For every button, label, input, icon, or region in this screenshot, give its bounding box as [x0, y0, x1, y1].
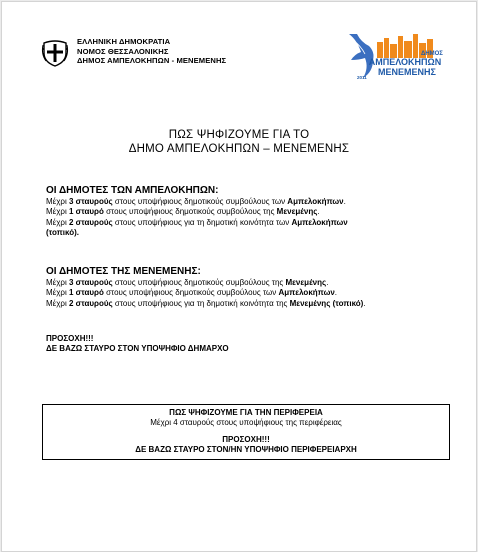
- section-heading: ΟΙ ΔΗΜΟΤΕΣ ΤΗΣ ΜΕΝΕΜΕΝΗΣ:: [46, 266, 201, 277]
- title-line: ΠΩΣ ΨΗΦΙΖΟΥΜΕ ΓΙΑ ΤΟ: [168, 129, 310, 141]
- ampelokipoi-section: [46, 185, 348, 239]
- warning-line: ΠΡΟΣΟΧΗ!!!: [46, 334, 94, 343]
- rule-line: Μέχρι 2 σταυρούς στους υποψήφιους για τη δημοτική κοινότητα της Μενεμένης (τοπικό).: [46, 298, 366, 308]
- document-page: [1, 1, 477, 552]
- rule-line: Μέχρι 1 σταυρό στους υποψήφιους δημοτικούς συμβούλους των Αμπελοκήπων.: [46, 288, 338, 298]
- header-line: ΕΛΛΗΝΙΚΗ ΔΗΜΟΚΡΑΤΙΑ: [77, 37, 171, 46]
- mayor-warning: [46, 334, 229, 355]
- header-line: ΔΗΜΟΣ ΑΜΠΕΛΟΚΗΠΩΝ - ΜΕΝΕΜΕΝΗΣ: [77, 56, 227, 65]
- rule-line-continued: (τοπικό).: [46, 228, 79, 238]
- warning-line: ΔΕ ΒΑΖΩ ΣΤΑΥΡΟ ΣΤΟΝ ΥΠΟΨΗΦΙΟ ΔΗΜΑΡΧΟ: [46, 344, 229, 354]
- logo-word-top: ΔΗΜΟΣ: [421, 51, 443, 57]
- menemeni-section: [46, 266, 366, 309]
- greek-coat-of-arms-icon: [42, 39, 68, 67]
- rule-line: Μέχρι 2 σταυρούς στους υποψήφιους για τη δημοτική κοινότητα των Αμπελοκήπων: [46, 217, 348, 227]
- rule-line: Μέχρι 3 σταυρούς στους υποψήφιους δημοτικούς συμβούλους των Αμπελοκήπων.: [46, 197, 346, 206]
- region-box: [42, 404, 450, 460]
- letterhead-text: [77, 37, 226, 66]
- header-line: ΝΟΜΟΣ ΘΕΣΣΑΛΟΝΙΚΗΣ: [77, 46, 169, 56]
- title-line: ΔΗΜΟ ΑΜΠΕΛΟΚΗΠΩΝ – ΜΕΝΕΜΕΝΗΣ: [128, 143, 350, 155]
- region-rule: Μέχρι 4 σταυρούς στους υποψήφιους της περιφέρειας: [150, 418, 342, 427]
- section-heading: ΟΙ ΔΗΜΟΤΕΣ ΤΩΝ ΑΜΠΕΛΟΚΗΠΩΝ:: [46, 185, 219, 196]
- region-title: ΠΩΣ ΨΗΦΙΖΟΥΜΕ ΓΙΑ ΤΗΝ ΠΕΡΙΦΕΡΕΙΑ: [169, 408, 323, 417]
- region-warning: ΔΕ ΒΑΖΩ ΣΤΑΥΡΟ ΣΤΟΝ/ΗΝ ΥΠΟΨΗΦΙΟ ΠΕΡΙΦΕΡΕΙΑΡΧΗ: [135, 445, 357, 454]
- rule-line: Μέχρι 3 σταυρούς στους υποψήφιους δημοτικούς συμβούλους της Μενεμένης.: [46, 278, 329, 287]
- logo-name-line2: ΜΕΝΕΜΕΝΗΣ: [378, 67, 436, 77]
- municipality-logo: [347, 30, 443, 84]
- logo-name-line1: ΑΜΠΕΛΟΚΗΠΩΝ: [368, 57, 442, 67]
- page-title: [2, 128, 476, 156]
- logo-year: 2011: [357, 75, 367, 80]
- region-warning: ΠΡΟΣΟΧΗ!!!: [222, 435, 270, 444]
- rule-line: Μέχρι 1 σταυρό στους υποψήφιους δημοτικούς συμβούλους της Μενεμένης.: [46, 207, 320, 217]
